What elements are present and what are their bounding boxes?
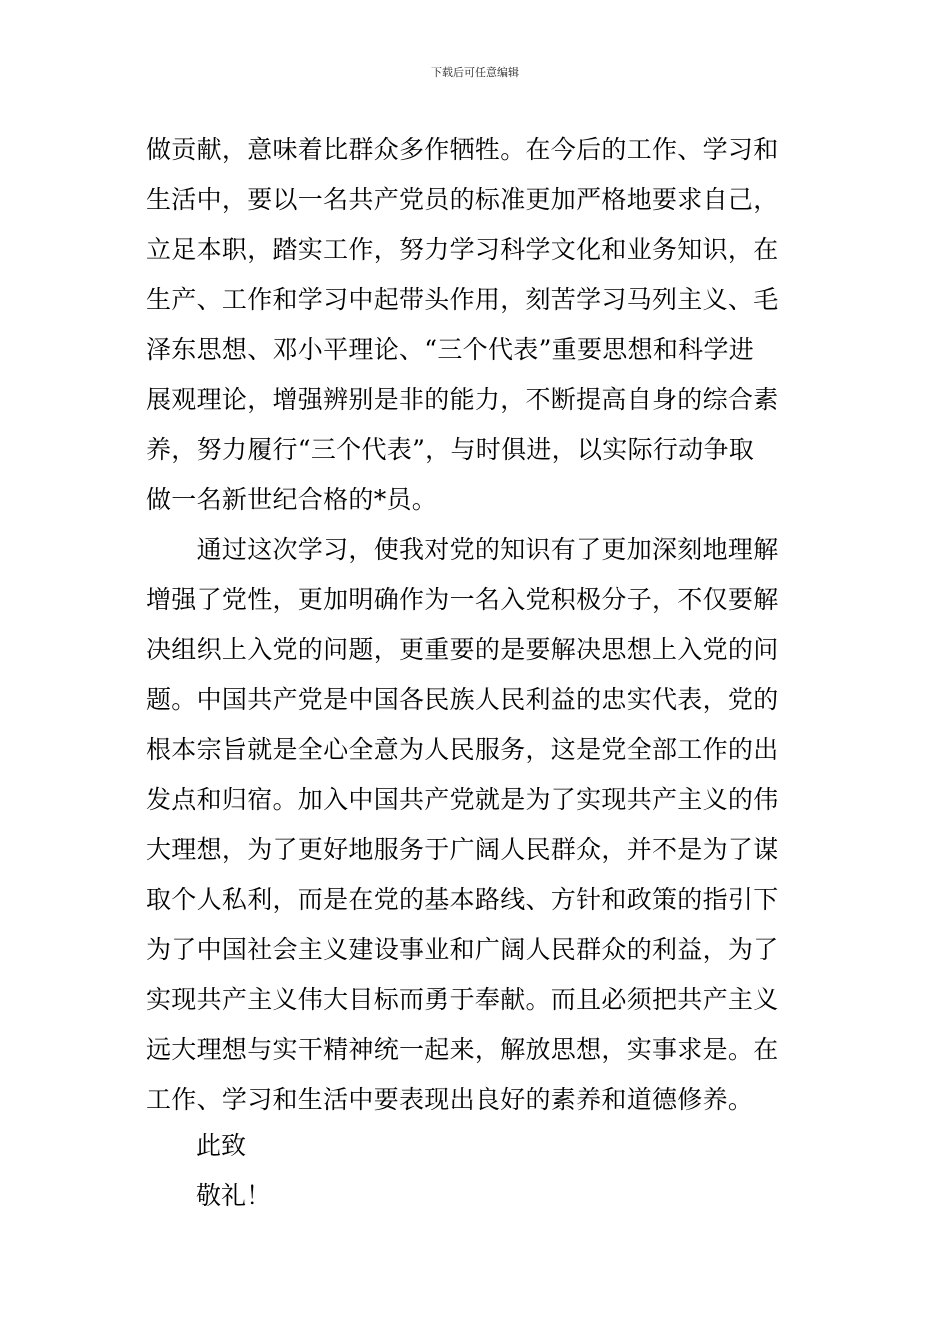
- text-line: 养，努力履行“三个代表”，与时俱进，以实际行动争取: [146, 435, 755, 464]
- text-line: 决组织上入党的问题，更重要的是要解决思想上入党的问: [146, 635, 779, 664]
- text-line: 泽东思想、邓小平理论、“三个代表”重要思想和科学进: [146, 335, 755, 364]
- text-line: 生活中，要以一名共产党员的标准更加严格地要求自己，: [146, 185, 779, 214]
- text-line: 根本宗旨就是全心全意为人民服务，这是党全部工作的出: [146, 735, 779, 764]
- page-header: 下载后可任意编辑: [431, 66, 519, 79]
- text-line: 展观理论，增强辨别是非的能力，不断提高自身的综合素: [146, 385, 779, 414]
- text-line: 做一名新世纪合格的*员。: [146, 485, 438, 514]
- text-line: 立足本职，踏实工作，努力学习科学文化和业务知识，在: [146, 235, 779, 264]
- text-line: 实现共产主义伟大目标而勇于奉献。而且必须把共产主义: [146, 985, 779, 1014]
- text-line: 工作、学习和生活中要表现出良好的素养和道德修养。: [146, 1085, 754, 1114]
- text-line: 做贡献，意味着比群众多作牺牲。在今后的工作、学习和: [146, 135, 779, 164]
- text-line: 远大理想与实干精神统一起来，解放思想，实事求是。在: [146, 1035, 779, 1064]
- text-line: 增强了党性，更加明确作为一名入党积极分子，不仅要解: [146, 585, 779, 614]
- text-line: 取个人私利，而是在党的基本路线、方针和政策的指引下: [146, 885, 779, 914]
- text-line: 发点和归宿。加入中国共产党就是为了实现共产主义的伟: [146, 785, 779, 814]
- closing-salutation: 此致: [196, 1131, 247, 1160]
- text-line: 为了中国社会主义建设事业和广阔人民群众的利益，为了: [146, 935, 779, 964]
- text-line: 大理想，为了更好地服务于广阔人民群众，并不是为了谋: [146, 835, 779, 864]
- closing-regards: 敬礼！: [196, 1181, 272, 1210]
- text-line: 通过这次学习，使我对党的知识有了更加深刻地理解: [146, 535, 779, 564]
- text-line: 生产、工作和学习中起带头作用，刻苦学习马列主义、毛: [146, 285, 779, 314]
- text-line: 题。中国共产党是中国各民族人民利益的忠实代表，党的: [146, 685, 779, 714]
